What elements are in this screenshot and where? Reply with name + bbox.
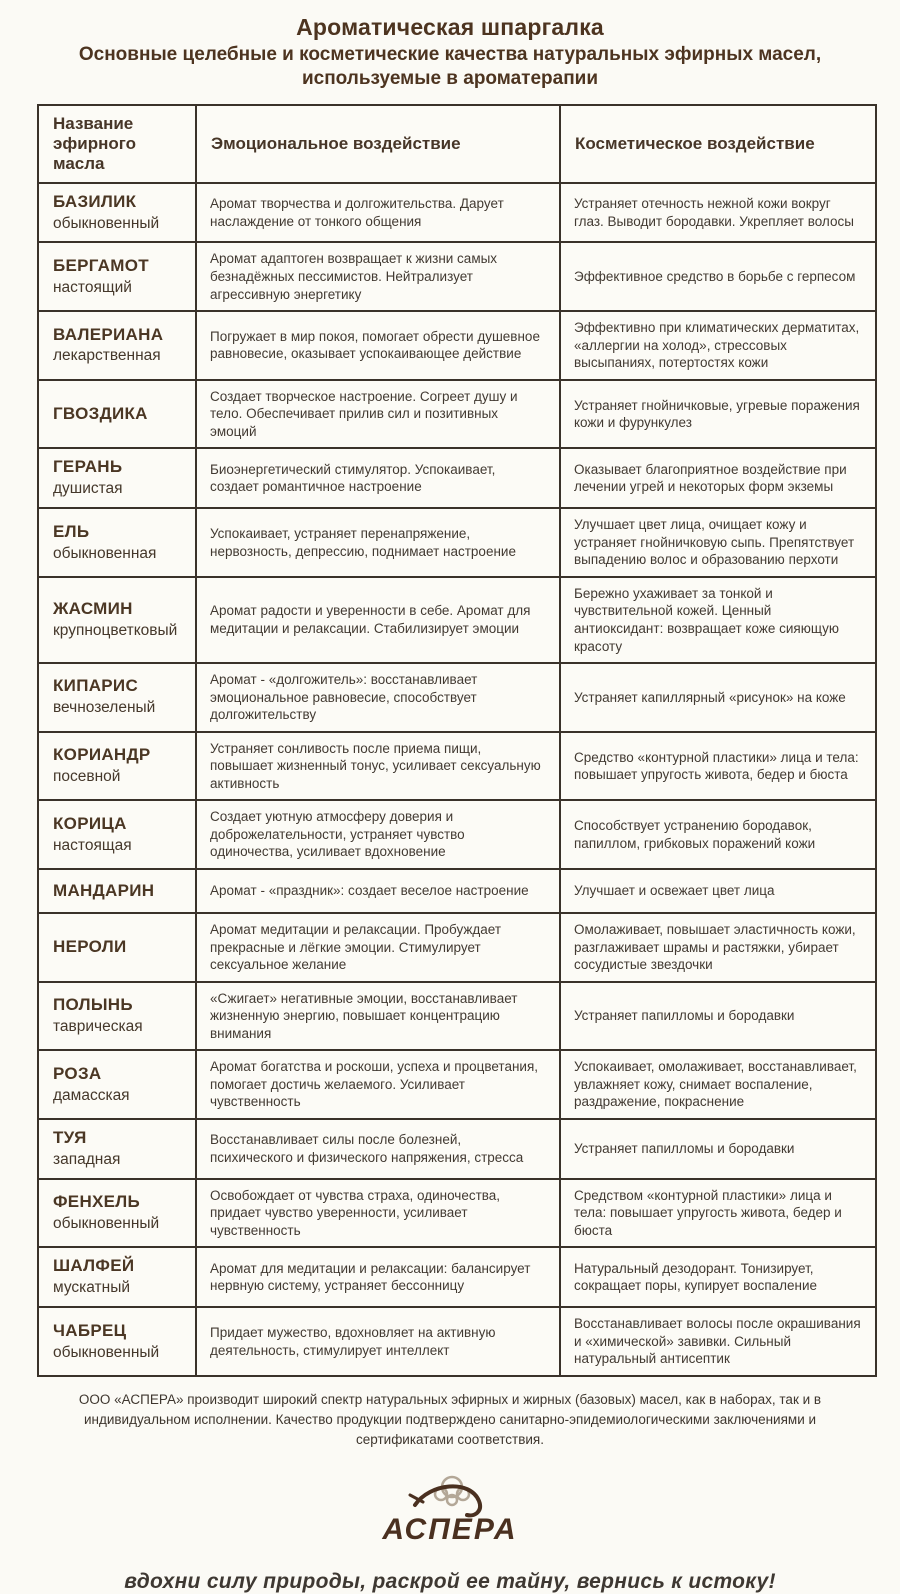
cosmetic-effect-cell: Восстанавливает волосы после окрашивания и «химической» завивки. Сильный натуральный антисептик bbox=[560, 1307, 876, 1376]
oil-name-cell bbox=[38, 869, 196, 913]
oil-name: РОЗА bbox=[53, 1063, 102, 1083]
oil-variety: западная bbox=[53, 1150, 121, 1168]
oil-name-cell bbox=[38, 663, 196, 732]
oil-name: ФЕНХЕЛЬ bbox=[53, 1192, 141, 1212]
oil-variety: лекарственная bbox=[53, 347, 161, 365]
oil-name: БЕРГАМОТ bbox=[53, 255, 149, 275]
oil-name: ВАЛЕРИАНА bbox=[53, 324, 164, 344]
emotional-effect-cell: Биоэнергетический стимулятор. Успокаивает, создает романтичное настроение bbox=[196, 448, 560, 508]
emotional-effect-cell: Успокаивает, устраняет перенапряжение, нервозность, депрессию, поднимает настроение bbox=[196, 508, 560, 577]
table-row bbox=[38, 913, 876, 982]
oil-name-cell bbox=[38, 448, 196, 508]
oil-name: ШАЛФЕЙ bbox=[53, 1256, 135, 1276]
oils-table bbox=[37, 104, 877, 1377]
table-row bbox=[38, 1050, 876, 1119]
table-row bbox=[38, 1119, 876, 1179]
oil-name-cell bbox=[38, 913, 196, 982]
oil-name-cell bbox=[38, 800, 196, 869]
emotional-effect-cell: Устраняет сонливость после приема пищи, повышает жизненный тонус, усиливает сексуальную активность bbox=[196, 732, 560, 801]
column-header-oil-name: Название эфирного масла bbox=[38, 105, 196, 183]
oil-name-cell bbox=[38, 732, 196, 801]
table-row bbox=[38, 982, 876, 1051]
oil-name-cell bbox=[38, 1247, 196, 1307]
emotional-effect-cell: Аромат адаптоген возвращает к жизни самых безнадёжных пессимистов. Нейтрализует агрессивную энергетику bbox=[196, 242, 560, 311]
table-row bbox=[38, 448, 876, 508]
column-header-emotional-effect: Эмоциональное воздействие bbox=[196, 105, 560, 183]
oil-variety: посевной bbox=[53, 768, 121, 786]
emotional-effect-cell: Аромат радости и уверенности в себе. Аромат для медитации и релаксации. Стабилизирует эмоции bbox=[196, 577, 560, 663]
oil-name-cell bbox=[38, 508, 196, 577]
emotional-effect-cell: Придает мужество, вдохновляет на активную деятельность, стимулирует интеллект bbox=[196, 1307, 560, 1376]
oil-name: НЕРОЛИ bbox=[53, 936, 127, 956]
oil-name: КОРИЦА bbox=[53, 813, 127, 833]
oil-name: ГЕРАНЬ bbox=[53, 457, 123, 477]
table-row bbox=[38, 183, 876, 243]
oil-name-cell bbox=[38, 311, 196, 380]
cosmetic-effect-cell: Оказывает благоприятное воздействие при лечении угрей и некоторых форм экземы bbox=[560, 448, 876, 508]
oil-variety: обыкновенная bbox=[53, 544, 157, 562]
emotional-effect-cell: «Сжигает» негативные эмоции, восстанавливает жизненную энергию, повышает концентрацию внимания bbox=[196, 982, 560, 1051]
oil-variety: настоящий bbox=[53, 278, 132, 296]
cosmetic-effect-cell: Устраняет гнойничковые, угревые поражения кожи и фурункулез bbox=[560, 380, 876, 449]
oil-variety: обыкновенный bbox=[53, 214, 160, 232]
cosmetic-effect-cell: Улучшает цвет лица, очищает кожу и устраняет гнойничковую сыпь. Препятствует выпадению волос и образованию перхоти bbox=[560, 508, 876, 577]
table-row bbox=[38, 508, 876, 577]
oil-name: ЕЛЬ bbox=[53, 521, 90, 541]
cosmetic-effect-cell: Устраняет капиллярный «рисунок» на коже bbox=[560, 663, 876, 732]
page-title: Ароматическая шпаргалка bbox=[296, 14, 604, 40]
table-header-row bbox=[38, 105, 876, 183]
footer-about-text: ООО «АСПЕРА» производит широкий спектр натуральных эфирных и жирных (базовых) масел, как в наборах, так и в индивидуальном исполнении. Качество продукции подтверждено санитарно-эпидемиологическими заключениями и сертификатами соответствия. bbox=[78, 1391, 822, 1448]
oil-name-cell bbox=[38, 577, 196, 663]
oil-name-cell bbox=[38, 1119, 196, 1179]
table-row bbox=[38, 663, 876, 732]
logo-text: АСПЕРА bbox=[382, 1512, 518, 1546]
cosmetic-effect-cell: Натуральный дезодорант. Тонизирует, сокращает поры, купирует воспаление bbox=[560, 1247, 876, 1307]
oil-name: ПОЛЫНЬ bbox=[53, 995, 133, 1015]
cosmetic-effect-cell: Эффективно при климатических дерматитах, «аллергии на холод», стрессовых высыпаниях, потертостях кожи bbox=[560, 311, 876, 380]
oil-name: КОРИАНДР bbox=[53, 745, 151, 765]
oil-variety: дамасская bbox=[53, 1086, 130, 1104]
oil-variety: обыкновенный bbox=[53, 1215, 160, 1233]
emotional-effect-cell: Восстанавливает силы после болезней, психического и физического напряжения, стресса bbox=[196, 1119, 560, 1179]
cosmetic-effect-cell: Омолаживает, повышает эластичность кожи, разглаживает шрамы и растяжки, убирает сосудистые звездочки bbox=[560, 913, 876, 982]
cosmetic-effect-cell: Устраняет отечность нежной кожи вокруг глаз. Выводит бородавки. Укрепляет волосы bbox=[560, 183, 876, 243]
oil-name: БАЗИЛИК bbox=[53, 191, 137, 211]
oil-name-cell bbox=[38, 380, 196, 449]
emotional-effect-cell: Аромат - «долгожитель»: восстанавливает эмоциональное равновесие, способствует долгожительству bbox=[196, 663, 560, 732]
page-subtitle: Основные целебные и косметические качества натуральных эфирных масел, используемые в ароматерапии bbox=[78, 44, 822, 90]
emotional-effect-cell: Аромат медитации и релаксации. Пробуждает прекрасные и лёгкие эмоции. Стимулирует сексуальное желание bbox=[196, 913, 560, 982]
table-row bbox=[38, 577, 876, 663]
oil-variety: мускатный bbox=[53, 1279, 131, 1297]
oil-name-cell bbox=[38, 242, 196, 311]
oil-name-cell bbox=[38, 183, 196, 243]
oil-name-cell bbox=[38, 1307, 196, 1376]
oil-name: ГВОЗДИКА bbox=[53, 403, 148, 423]
emotional-effect-cell: Аромат для медитации и релаксации: балансирует нервную систему, устраняет бессонницу bbox=[196, 1247, 560, 1307]
cosmetic-effect-cell: Эффективное средство в борьбе с герпесом bbox=[560, 242, 876, 311]
table-row bbox=[38, 1247, 876, 1307]
oil-name: ТУЯ bbox=[53, 1127, 87, 1147]
cosmetic-effect-cell: Средством «контурной пластики» лица и тела: повышает упругость живота, бедер и бюста bbox=[560, 1179, 876, 1248]
emotional-effect-cell: Создает творческое настроение. Согреет душу и тело. Обеспечивает прилив сил и позитивных эмоций bbox=[196, 380, 560, 449]
oil-name-cell bbox=[38, 982, 196, 1051]
emotional-effect-cell: Погружает в мир покоя, помогает обрести душевное равновесие, оказывает успокаивающее действие bbox=[196, 311, 560, 380]
table-row bbox=[38, 1307, 876, 1376]
table-row bbox=[38, 1179, 876, 1248]
oil-variety: вечнозеленый bbox=[53, 699, 156, 717]
flower-icon bbox=[435, 1477, 469, 1505]
table-row bbox=[38, 242, 876, 311]
oil-name: ЧАБРЕЦ bbox=[53, 1320, 127, 1340]
oil-name: ЖАСМИН bbox=[53, 599, 133, 619]
cosmetic-effect-cell: Бережно ухаживает за тонкой и чувствительной кожей. Ценный антиоксидант: возвращает коже сияющую красоту bbox=[560, 577, 876, 663]
oil-name-cell bbox=[38, 1179, 196, 1248]
oil-variety: крупноцветковый bbox=[53, 622, 178, 639]
cosmetic-effect-cell: Средство «контурной пластики» лица и тела: повышает упругость живота, бедер и бюста bbox=[560, 732, 876, 801]
table-row bbox=[38, 869, 876, 913]
oil-name-cell bbox=[38, 1050, 196, 1119]
table-row bbox=[38, 311, 876, 380]
cosmetic-effect-cell: Способствует устранению бородавок, папиллом, грибковых поражений кожи bbox=[560, 800, 876, 869]
emotional-effect-cell: Аромат творчества и долгожительства. Дарует наслаждение от тонкого общения bbox=[196, 183, 560, 243]
oil-name: МАНДАРИН bbox=[53, 880, 155, 900]
cosmetic-effect-cell: Улучшает и освежает цвет лица bbox=[560, 869, 876, 913]
emotional-effect-cell: Создает уютную атмосферу доверия и доброжелательности, устраняет чувство одиночества, усиливает вдохновение bbox=[196, 800, 560, 869]
emotional-effect-cell: Освобождает от чувства страха, одиночества, придает чувство уверенности, усиливает чувственность bbox=[196, 1179, 560, 1248]
emotional-effect-cell: Аромат богатства и роскоши, успеха и процветания, помогает достичь желаемого. Усиливает чувственность bbox=[196, 1050, 560, 1119]
oil-variety: таврическая bbox=[53, 1017, 143, 1035]
cosmetic-effect-cell: Устраняет папилломы и бородавки bbox=[560, 1119, 876, 1179]
table-row bbox=[38, 380, 876, 449]
table-row bbox=[38, 800, 876, 869]
cosmetic-effect-cell: Успокаивает, омолаживает, восстанавливает, увлажняет кожу, снимает воспаление, раздражение, покраснение bbox=[560, 1050, 876, 1119]
oil-name: КИПАРИС bbox=[53, 676, 139, 696]
footer-tagline: вдохни силу природы, раскрой ее тайну, вернись к истоку! bbox=[124, 1569, 776, 1593]
table-row bbox=[38, 732, 876, 801]
cosmetic-effect-cell: Устраняет папилломы и бородавки bbox=[560, 982, 876, 1051]
oil-variety: обыкновенный bbox=[53, 1343, 160, 1361]
oil-variety: душистая bbox=[53, 480, 123, 498]
oil-variety: настоящая bbox=[53, 836, 132, 854]
aspera-logo-graphic bbox=[355, 1471, 545, 1551]
emotional-effect-cell: Аромат - «праздник»: создает веселое настроение bbox=[196, 869, 560, 913]
column-header-cosmetic-effect: Косметическое воздействие bbox=[560, 105, 876, 183]
aspera-logo bbox=[0, 1471, 900, 1556]
